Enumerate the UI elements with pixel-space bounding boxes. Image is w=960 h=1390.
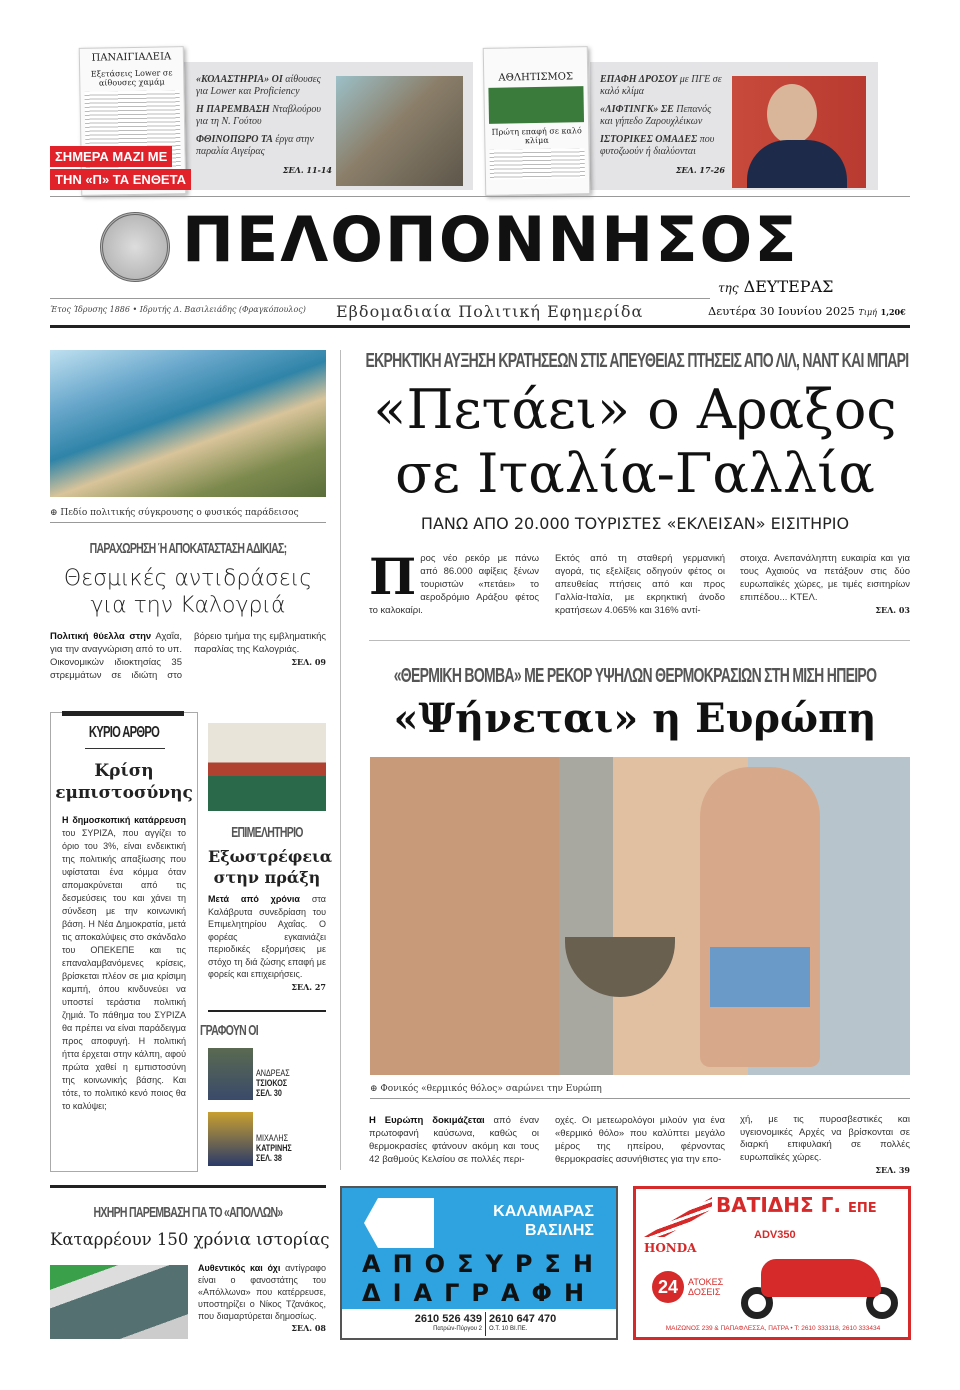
ad-label: ΑΤΟΚΕΣ — [688, 1277, 724, 1287]
teaser[interactable]: ΙΣΤΟΡΙΚΕΣ ΟΜΑΔΕΣ που φυτοζωούν ή διαλύονται — [600, 134, 715, 157]
ad-name: ΚΑΛΑΜΑΡΑΣ — [493, 1203, 594, 1220]
issue-date: Δευτέρα 30 Ιουνίου 2025 Τιμή 1,20€ — [708, 304, 906, 318]
kb-logo-icon — [364, 1198, 434, 1248]
mini-headline: Εξετάσεις Lower σε αίθουσες χαμάμ — [90, 68, 173, 88]
heat-headline[interactable]: «Ψήνεται» η Ευρώπη — [393, 695, 877, 742]
dropcap: Π — [369, 547, 417, 606]
page-ref: ΣΕΛ. 11-14 — [282, 165, 332, 175]
badge-line: ΣΗΜΕΡΑ ΜΑΖΙ ΜΕ — [50, 146, 172, 167]
honda-wing-icon — [644, 1197, 712, 1237]
headline-line: σε Ιταλία-Γαλλία — [395, 442, 875, 505]
editorial-rule — [62, 711, 184, 716]
mini-headline: Πρώτη επαφή σε καλό κλίμα — [491, 126, 582, 146]
page-ref: ΣΕΛ. 39 — [875, 1165, 910, 1175]
founded-note: Έτος Ίδρυσης 1886 • Ιδρυτής Δ. Βασιλειάδης (Φραγκόπουλος) — [50, 305, 306, 314]
installments-badge: 24 — [652, 1271, 684, 1303]
teaser[interactable]: «ΛΙΦΤΙΝΓΚ» ΣΕ Πεπανός και γήπεδο Ζαρουχλέικων — [600, 104, 712, 127]
article-body: Πολιτική θύελλα στην Αχαΐα, για την αναγνώριση από το υπ. Οικονομικών ιδιοκτησίας 35 στρεμμάτων σε ιδιώτη στο βόρειο τμήμα της εμβληματικής παραλίας της Καλογριάς. ΣΕΛ. 09 — [50, 631, 326, 681]
article-col: χή, με τις πυροσβεστικές και υγειονομικές Αρχές να βρίσκονται σε διαρκή επιφυλακή σε πολλές ευρωπαϊκές χώρες. ΣΕΛ. 39 — [740, 1114, 910, 1175]
ad-address: ΜΑΙΖΩΝΟΣ 239 & ΠΑΠΑΦΛΕΣΣΑ, ΠΑΤΡΑ • Τ: 2610 333118, 2610 333434 — [665, 1325, 881, 1332]
mini-title: ΠΑΝΑΙΓΙΑΛΕΙΑ — [91, 51, 172, 64]
mini-title: ΑΘΛΗΤΙΣΜΟΣ — [498, 71, 574, 84]
teaser[interactable]: ΕΠΑΦΗ ΔΡΟΣΟΥ με ΠΓΕ σε καλό κλίμα — [600, 74, 722, 97]
headline-line: «Πετάει» ο Αραξος — [373, 378, 897, 441]
page-ref: ΣΕΛ. 09 — [291, 657, 326, 667]
heat-kicker: «ΘΕΡΜΙΚΗ ΒΟΜΒΑ» ΜΕ ΡΕΚΟΡ ΥΨΗΛΩΝ ΘΕΡΜΟΚΡΑΣΙΩΝ ΣΤΗ ΜΙΣΗ ΗΠΕΙΡΟ — [393, 665, 877, 687]
photo-caption: ⊕ Πεδίο πολιτικής σύγκρουσης ο φυσικός παράδεισος — [50, 508, 326, 523]
writer-photo[interactable] — [208, 1048, 253, 1100]
divider — [85, 748, 165, 749]
motorcycle-image — [741, 1247, 901, 1319]
divider — [50, 298, 710, 299]
ad-phone: 2610 526 439 — [414, 1313, 482, 1325]
kicker: ΗΧΗΡΗ ΠΑΡΕΜΒΑΣΗ ΓΙΑ ΤΟ «ΑΠΟΛΛΩΝ» — [93, 1204, 283, 1221]
editorial-body: Η δημοσκοπική κατάρρευση του ΣΥΡΙΖΑ, που αγγίζει το όριο του 3%, είναι ενδεικτική της πολιτικής απαξίωσης που υφίσταται ένα κόμμα όταν απομακρύνεται από τις δεσμεύσεις του και χάνει τη σύνδεση με την κοινωνική βάση. Η Νέα Δημοκρατία, μετά τις αποκαλύψεις στο σκάνδαλο του ΟΠΕΚΕΠΕ και τις επαναλαμβανόμενες κρίσεις, βρίσκεται πλέον σε μια κρίσιμη καμπή, όπου κινδυνεύει να υποστεί τεράστια πολιτική ζημιά. Το πάθημα του ΣΥΡΙΖΑ θα πρέπει να είναι παράδειγμα προς αποφυγή. Η πολιτική ήττα έρχεται στην κάλπη, αφού πρώτα χαθεί η εμπιστοσύνη της κοινωνικής βάσης. Και τότε, το πολιτικό κενό ποιος θα το καλύψει; — [62, 815, 186, 1111]
ad-name: ΒΑΤΙΔΗΣ Γ. — [716, 1193, 841, 1217]
ad-kalamaras[interactable] — [340, 1186, 618, 1340]
writer-photo[interactable] — [208, 1112, 253, 1166]
teaser[interactable]: «ΚΟΛΑΣΤΗΡΙΑ» ΟΙ αίθουσες για Lower και Proficiency — [196, 74, 321, 97]
article-col: οχές. Οι μετεωρολόγοι μιλούν για ένα «θερμικό θόλο» που καλύπτει μεγάλο μέρος της ηπείρου, φέρνοντας θερμοκρασίες ασυνήθιστες για την επο- — [555, 1115, 725, 1165]
ad-address: Πατρών-Πύργου 2 — [433, 1326, 482, 1332]
headline-kalogria[interactable]: Θεσμικές αντιδράσεις για την Καλογριά — [63, 566, 313, 618]
inserts-badge — [50, 146, 191, 190]
ad-name: ΒΑΣΙΛΗΣ — [525, 1222, 594, 1239]
page-ref: ΣΕΛ. 27 — [291, 981, 326, 992]
masthead-emblem — [100, 212, 170, 282]
main-headline[interactable] — [345, 378, 925, 506]
editorial-title[interactable]: Κρίση εμπιστοσύνης — [55, 761, 193, 803]
page-ref: ΣΕΛ. 03 — [875, 605, 910, 615]
insert-thumbnail-sports[interactable] — [483, 46, 591, 196]
ad-label: ΔΟΣΕΙΣ — [688, 1287, 721, 1297]
article-col: Εκτός από τη σταθερή γερμανική αγορά, τις εξελίξεις οδηγούν φέτος οι απευθείας πτήσεις από και προς Γαλλία-Ιταλία, με εκρηκτική άνοδο κρατήσεων 4.065% και 316% αντί- — [555, 553, 725, 616]
masthead-subtitle: της ΔΕΥΤΕΡΑΣ — [718, 277, 834, 296]
ad-line: ΑΠΟΣΥΡΣΗ — [362, 1250, 605, 1278]
page-ref: ΣΕΛ. 08 — [291, 1323, 326, 1333]
ad-line: ΔΙΑΓΡΑΦΗ — [362, 1279, 597, 1307]
photo-chamber-meeting[interactable] — [208, 723, 326, 811]
headline-chamber[interactable]: Εξωστρέφεια στην πράξη — [208, 847, 333, 887]
kicker: ΓΡΑΦΟΥΝ ΟΙ — [200, 1022, 258, 1039]
ad-phone: 2610 647 470 — [489, 1313, 557, 1325]
honda-brand: HONDA — [644, 1241, 697, 1255]
masthead-rule — [50, 325, 910, 328]
ad-suffix: ΕΠΕ — [847, 1201, 877, 1216]
kicker: ΠΑΡΑΧΩΡΗΣΗ Ή ΑΠΟΚΑΤΑΣΤΑΣΗ ΑΔΙΚΙΑΣ; — [89, 540, 287, 557]
teaser-list-right — [600, 74, 725, 176]
ad-vatidis[interactable] — [633, 1186, 911, 1340]
mini-photo — [488, 86, 584, 124]
teaser[interactable]: Η ΠΑΡΕΜΒΑΣΗ Νταβλούρου για τη Ν. Γούτου — [196, 104, 322, 127]
kicker: ΕΠΙΜΕΛΗΤΗΡΙΟ — [231, 824, 303, 841]
photo-man-portrait — [732, 76, 866, 188]
column-divider — [340, 350, 341, 1170]
masthead-title: ΠΕΛΟΠΟΝΝΗΣΟΣ — [182, 203, 799, 276]
teaser[interactable]: ΦΘΙΝΟΠΩΡΟ ΤΑ έργα στην παραλία Αιγείρας — [196, 134, 314, 157]
main-subhead: ΠΑΝΩ ΑΠΟ 20.000 ΤΟΥΡΙΣΤΕΣ «ΕΚΛΕΙΣΑΝ» ΕΙΣΙΤΗΡΙΟ — [420, 514, 850, 533]
photo-excavation — [336, 76, 463, 186]
article-body: Μετά από χρόνια στα Καλάβρυτα συνεδρίαση του Επιμελητηρίου Αχαΐας. Ο φορέας εγκαινιάζει περιοδικές εξορμήσεις με στόχο τη διά ζώσης επαφή με φορείς και επιχειρήσεις. ΣΕΛ. 27 — [208, 894, 326, 992]
article-col: Η Ευρώπη δοκιμάζεται από έναν πρωτοφανή καύσωνα, καθώς οι θερμοκρασίες φτάνουν ακόμη και τους 42 βαθμούς Κελσίου σε πολλές περι- — [369, 1115, 539, 1165]
photo-caption: ⊕ Φονικός «θερμικός θόλος» σαρώνει την Ευρώπη — [370, 1084, 910, 1099]
ad-model: ADV350 — [754, 1229, 796, 1241]
page-ref: ΣΕΛ. 17-26 — [675, 165, 725, 175]
badge-line: ΤΗΝ «Π» ΤΑ ΕΝΘΕΤΑ — [50, 169, 191, 190]
ad-address: Ο.Τ. 10 ΒΙ.ΠΕ. — [489, 1326, 528, 1332]
article-body: Αυθεντικός και όχι αντίγραφο είναι ο φανοστάτης του «Απόλλωνα» που κατέρρευσε, υποστηρίζει ο Νίκος Τζανάκος, που διαμαρτύρεται δημοσίως. ΣΕΛ. 08 — [198, 1263, 326, 1333]
article-col: Προς νέο ρεκόρ με πάνω από 86.000 αφίξεις ξένων τουριστών «πετάει» το αεροδρόμιο Αράξου φέτος το καλοκαίρι. — [369, 547, 539, 616]
photo-lamppost[interactable] — [50, 1265, 188, 1339]
kicker: ΚΥΡΙΟ ΑΡΘΡΟ — [88, 724, 160, 741]
divider — [369, 640, 910, 641]
headline-apollon[interactable]: Καταρρέουν 150 χρόνια ιστορίας — [50, 1230, 330, 1249]
divider — [50, 1185, 326, 1188]
mini-columns — [489, 148, 585, 180]
divider — [208, 1010, 326, 1012]
article-col: στοιχα. Ανεπανάληπτη ευκαιρία και για τους Αχαιούς να πετάξουν στις δύο ευρωπαϊκές χώρες, με τιμές εισιτηρίων επιπέδου... ΚΤΕΛ. ΣΕΛ. 03 — [740, 553, 910, 615]
photo-heatwave[interactable] — [370, 757, 910, 1075]
teaser-list-left — [196, 74, 332, 176]
photo-kalogria-beach[interactable] — [50, 350, 326, 497]
divider — [50, 196, 910, 197]
writer-byline[interactable]: ΑΝΔΡΕΑΣ ΤΣΙΟΚΟΣ ΣΕΛ. 30 — [256, 1068, 290, 1098]
main-kicker: ΕΚΡΗΚΤΙΚΗ ΑΥΞΗΣΗ ΚΡΑΤΗΣΕΩΝ ΣΤΙΣ ΑΠΕΥΘΕΙΑΣ ΠΤΗΣΕΙΣ ΑΠΟ ΛΙΛ, ΝΑΝΤ ΚΑΙ ΜΠΑΡΙ — [365, 350, 909, 372]
writer-byline[interactable]: ΜΙΧΑΛΗΣ ΚΑΤΡΙΝΗΣ ΣΕΛ. 38 — [256, 1133, 292, 1163]
tagline: Εβδομαδιαία Πολιτική Εφημερίδα — [336, 302, 644, 321]
